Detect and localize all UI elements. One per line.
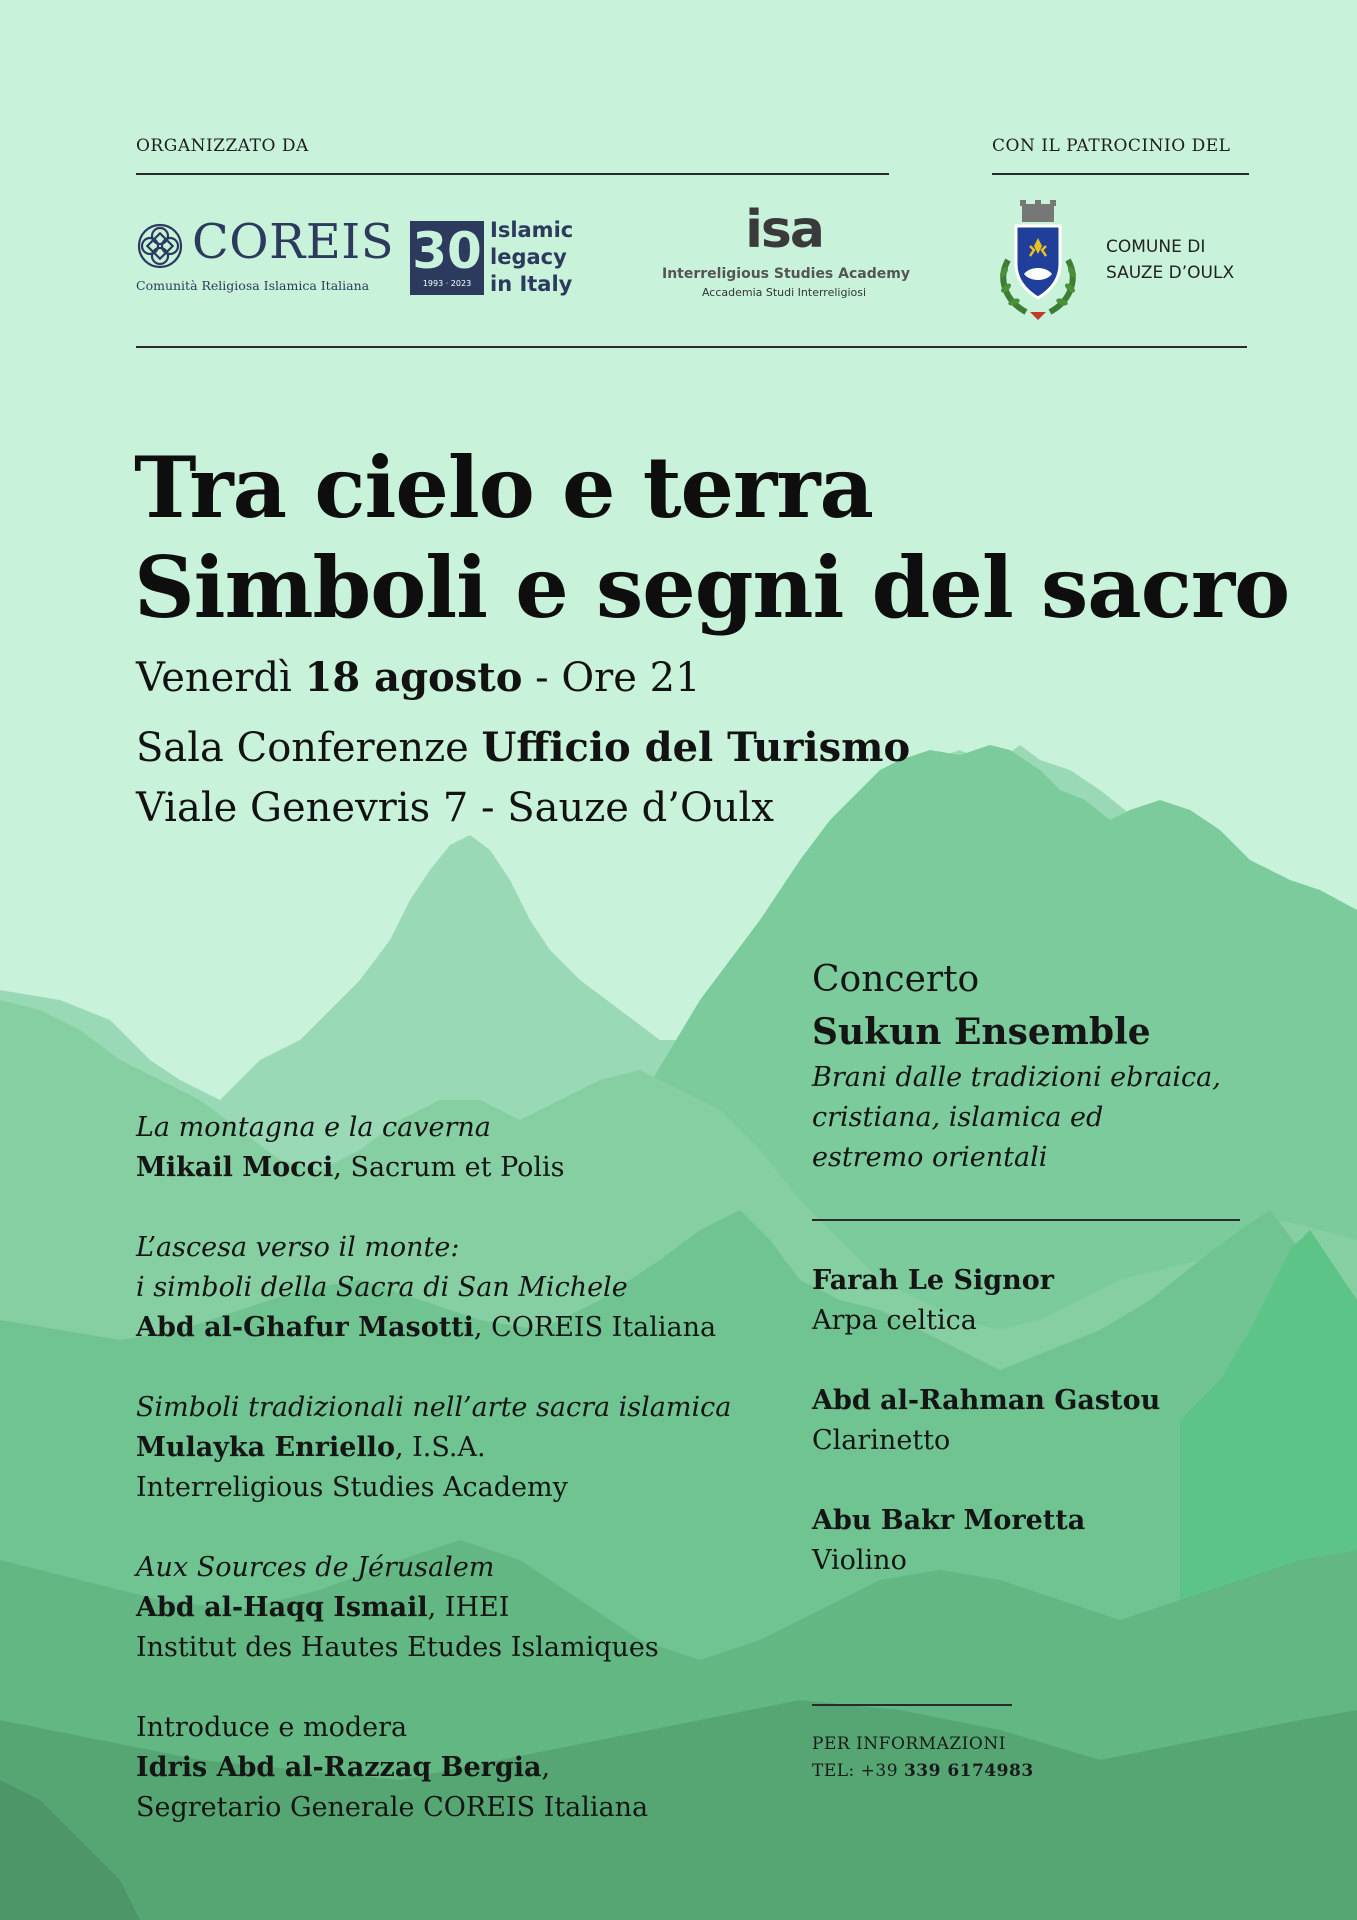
- contact-phone-number: 339 6174983: [903, 1761, 1034, 1781]
- concert-description-line3: estremo orientali: [812, 1142, 1048, 1173]
- musician-item: [812, 1381, 1252, 1461]
- program-list: [136, 1108, 756, 1828]
- program-item: [136, 1108, 756, 1188]
- header-divider-left: [136, 173, 889, 175]
- moderator-comma: ,: [541, 1752, 551, 1783]
- isa-logo: [662, 200, 910, 306]
- musician-name: Abd al-Rahman Gastou: [812, 1385, 1161, 1416]
- musician-name: Farah Le Signor: [812, 1265, 1054, 1296]
- program-speaker: Mikail Mocci: [136, 1152, 334, 1183]
- legacy-badge-number: 30: [412, 222, 482, 280]
- contact-divider: [812, 1704, 1012, 1706]
- concert-description-line2: cristiana, islamica ed: [812, 1102, 1104, 1133]
- event-date-bold: 18 agosto: [304, 654, 523, 701]
- program-speaker: Mulayka Enriello: [136, 1432, 395, 1463]
- header-divider-right: [992, 173, 1249, 175]
- musicians-list: [812, 1261, 1252, 1621]
- comune-name-line2: SAUZE D’OULX: [1106, 263, 1235, 283]
- program-affiliation: , Sacrum et Polis: [333, 1152, 565, 1183]
- program-item: [136, 1388, 756, 1508]
- event-title: [134, 438, 1289, 638]
- logos-divider: [136, 346, 1247, 348]
- venue-name: Ufficio del Turismo: [481, 724, 911, 771]
- contact-info: [812, 1731, 1034, 1785]
- coat-of-arms-icon: [990, 200, 1086, 322]
- concert-label: Concerto: [812, 959, 980, 1000]
- program-speaker: Abd al-Haqq Ismail: [136, 1592, 428, 1623]
- program-topic: Aux Sources de Jérusalem: [136, 1552, 495, 1583]
- program-topic-continued: i simboli della Sacra di San Michele: [136, 1272, 628, 1303]
- event-time: - Ore 21: [522, 655, 701, 701]
- program-topic: La montagna e la caverna: [136, 1112, 491, 1143]
- comune-name: [1106, 234, 1234, 286]
- contact-label: PER INFORMAZIONI: [812, 1734, 1006, 1754]
- program-affiliation-full: Institut des Hautes Etudes Islamiques: [136, 1632, 659, 1663]
- legacy-text-line1: Islamic: [490, 218, 574, 242]
- program-affiliation-full: Interreligious Studies Academy: [136, 1472, 568, 1503]
- program-affiliation: , IHEI: [427, 1592, 510, 1623]
- concert-description-line1: Brani dalle tradizioni ebraica,: [812, 1062, 1221, 1093]
- event-venue: [136, 720, 910, 776]
- venue-prefix: Sala Conferenze: [136, 725, 482, 771]
- musician-item: [812, 1261, 1252, 1341]
- islamic-legacy-logo: [410, 218, 590, 297]
- musician-instrument: Arpa celtica: [812, 1305, 977, 1336]
- legacy-text-line3: in Italy: [490, 272, 573, 296]
- concert-divider: [812, 1219, 1240, 1221]
- program-item: [136, 1228, 756, 1348]
- program-item: [136, 1548, 756, 1668]
- patronage-label: CON IL PATROCINIO DEL: [992, 136, 1231, 156]
- coreis-knot-icon: [136, 222, 184, 270]
- musician-item: [812, 1501, 1252, 1581]
- coreis-logo: [136, 214, 395, 300]
- moderator-block: [136, 1708, 756, 1828]
- event-date: [136, 650, 701, 706]
- organized-by-label: ORGANIZZATO DA: [136, 136, 309, 156]
- moderator-label: Introduce e modera: [136, 1712, 408, 1743]
- title-line-1: Tra cielo e terra: [134, 438, 873, 537]
- comune-name-line1: COMUNE DI: [1106, 237, 1206, 257]
- isa-name: Interreligious Studies Academy: [662, 266, 910, 282]
- contact-tel-prefix: TEL: +39: [812, 1761, 904, 1781]
- coreis-subtitle: Comunità Religiosa Islamica Italiana: [136, 278, 370, 293]
- event-address: Viale Genevris 7 - Sauze d’Oulx: [136, 785, 774, 831]
- program-topic: Simboli tradizionali nell’arte sacra islamica: [136, 1392, 732, 1423]
- isa-mark: isa: [745, 200, 823, 260]
- isa-subtitle: Accademia Studi Interreligiosi: [701, 286, 867, 299]
- legacy-badge: [410, 221, 484, 295]
- moderator-name: Idris Abd al-Razzaq Bergia: [136, 1752, 542, 1783]
- title-line-2: Simboli e segni del sacro: [134, 538, 1290, 637]
- legacy-text: [490, 217, 573, 298]
- moderator-role: Segretario Generale COREIS Italiana: [136, 1792, 649, 1823]
- legacy-badge-years: 1993 · 2023: [422, 279, 472, 288]
- program-affiliation: , COREIS Italiana: [473, 1312, 717, 1343]
- program-topic: L’ascesa verso il monte:: [136, 1232, 460, 1263]
- program-speaker: Abd al-Ghafur Masotti: [136, 1312, 474, 1343]
- concert-ensemble: Sukun Ensemble: [812, 1011, 1151, 1053]
- musician-name: Abu Bakr Moretta: [812, 1505, 1086, 1536]
- event-day: Venerdì: [136, 655, 305, 701]
- concert-block: [812, 954, 1252, 1178]
- musician-instrument: Clarinetto: [812, 1425, 951, 1456]
- legacy-text-line2: legacy: [490, 245, 567, 269]
- program-affiliation: , I.S.A.: [394, 1432, 486, 1463]
- coreis-wordmark: COREIS: [192, 214, 395, 270]
- musician-instrument: Violino: [812, 1545, 907, 1576]
